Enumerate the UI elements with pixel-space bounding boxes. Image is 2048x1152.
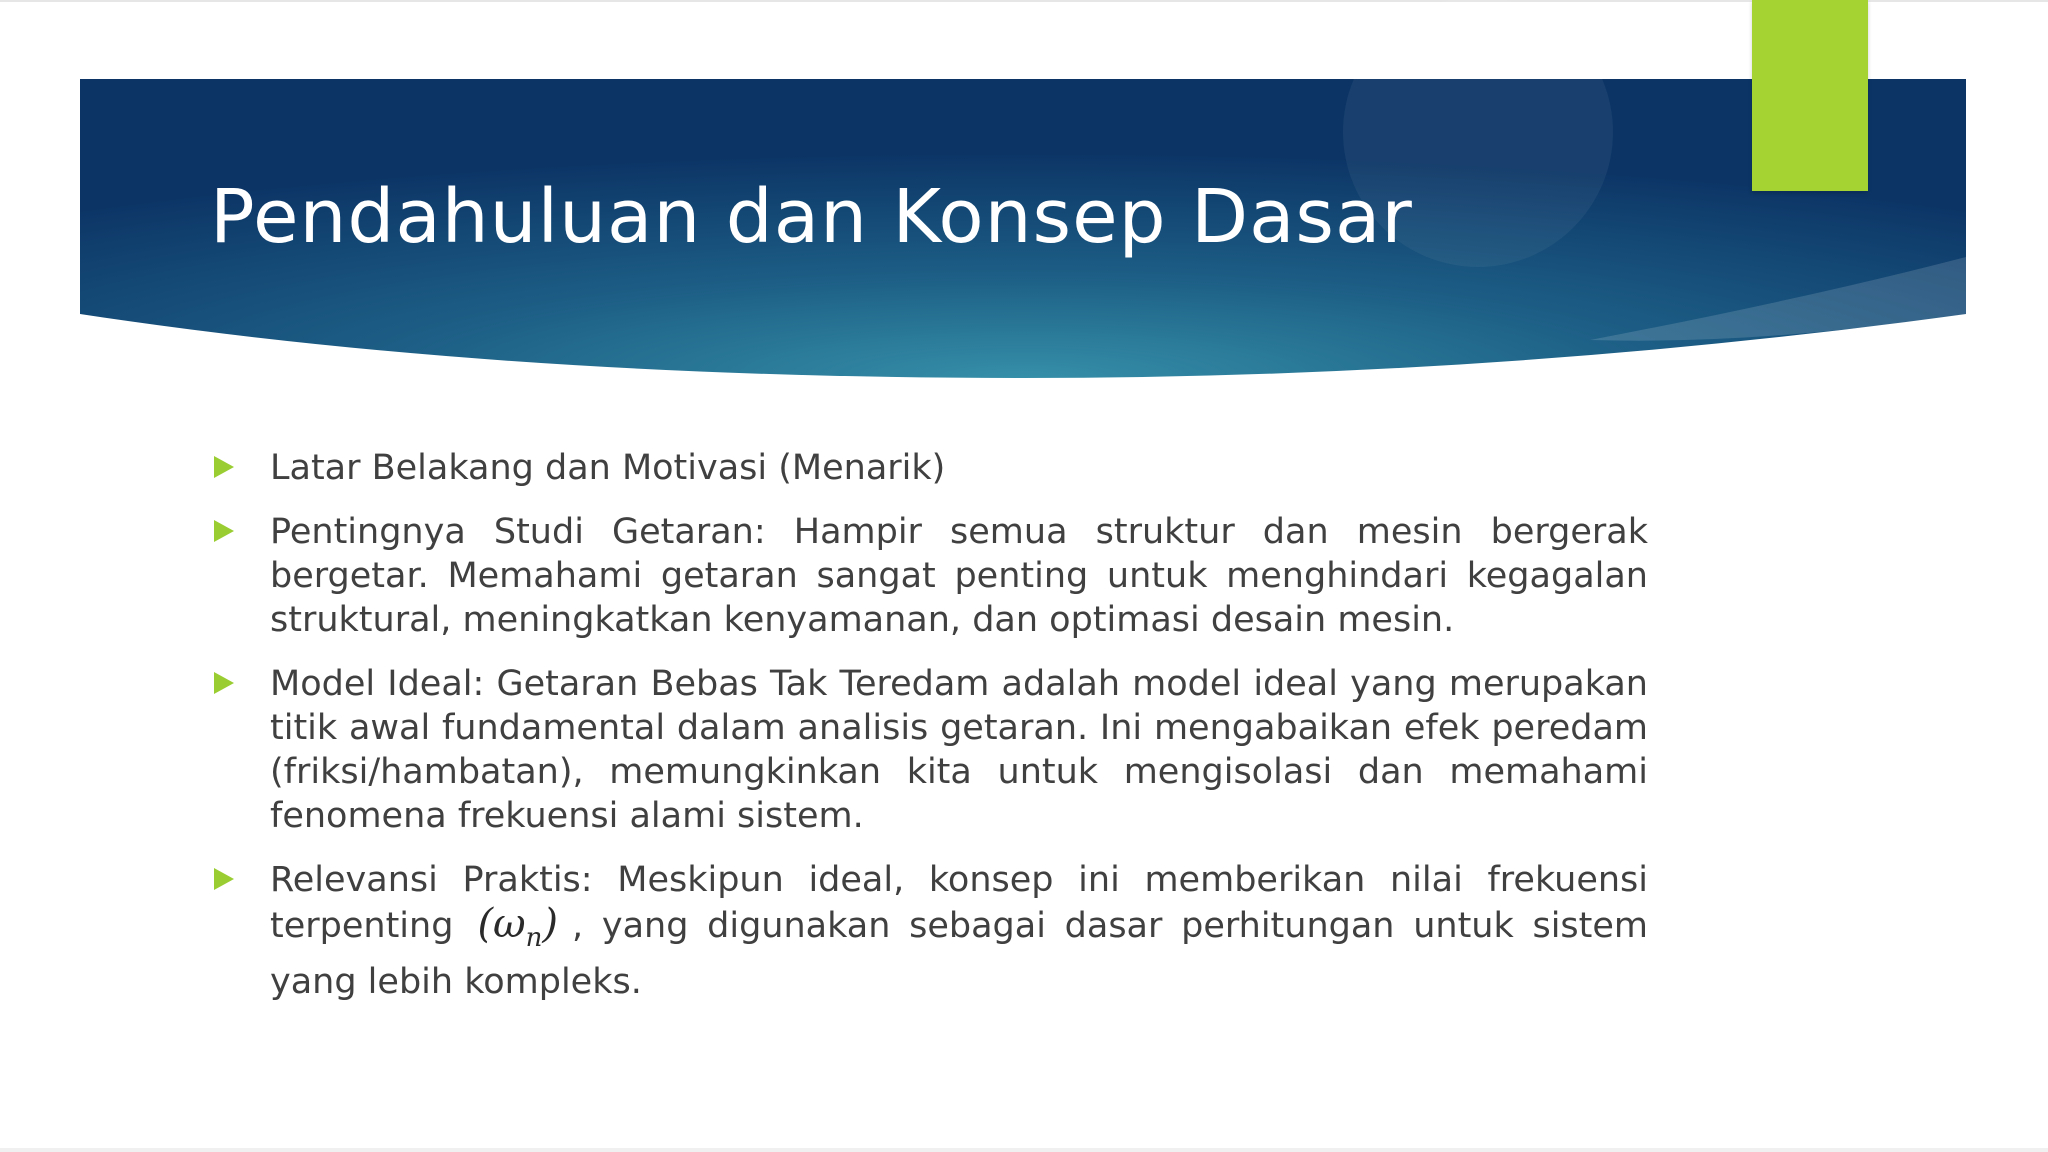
- math-symbol: ω: [493, 901, 526, 947]
- triangle-bullet-icon: [214, 520, 234, 542]
- accent-bar: [1752, 0, 1868, 191]
- math-omega-n: $(\omega_n)$: [477, 901, 559, 953]
- triangle-bullet-icon: [214, 868, 234, 890]
- bullet-text: Latar Belakang dan Motivasi (Menarik): [270, 448, 946, 488]
- triangle-bullet-icon: [214, 672, 234, 694]
- bullet-item: [210, 510, 1648, 642]
- bullet-text-after-math: , yang digunakan sebagai dasar perhitungan untuk sistem yang lebih kompleks.: [270, 906, 1648, 1002]
- bullet-item: [210, 446, 1648, 490]
- bullet-text: Model Ideal: Getaran Bebas Tak Teredam adalah model ideal yang merupakan titik awal fundamental dalam analisis getaran. Ini mengabaikan efek peredam (friksi/hambatan), memungkinkan kita untuk mengisolasi dan memahami fenomena frekuensi alami sistem.: [270, 664, 1648, 836]
- bullet-list: [210, 446, 1648, 1024]
- bullet-text: Pentingnya Studi Getaran: Hampir semua struktur dan mesin bergerak bergetar. Memahami getaran sangat penting untuk menghindari kegagalan struktural, meningkatkan kenyamanan, dan optimasi desain mesin.: [270, 512, 1648, 640]
- bullet-item: [210, 662, 1648, 838]
- bullet-text-before-math: Relevansi Praktis: Meskipun ideal, konsep ini memberikan nilai frekuensi terpenting: [270, 860, 1648, 946]
- bottom-border: [0, 1148, 2048, 1152]
- triangle-bullet-icon: [214, 456, 234, 478]
- bullet-item: [210, 858, 1648, 1004]
- slide-title: Pendahuluan dan Konsep Dasar: [210, 174, 1413, 260]
- math-subscript: n: [525, 923, 543, 953]
